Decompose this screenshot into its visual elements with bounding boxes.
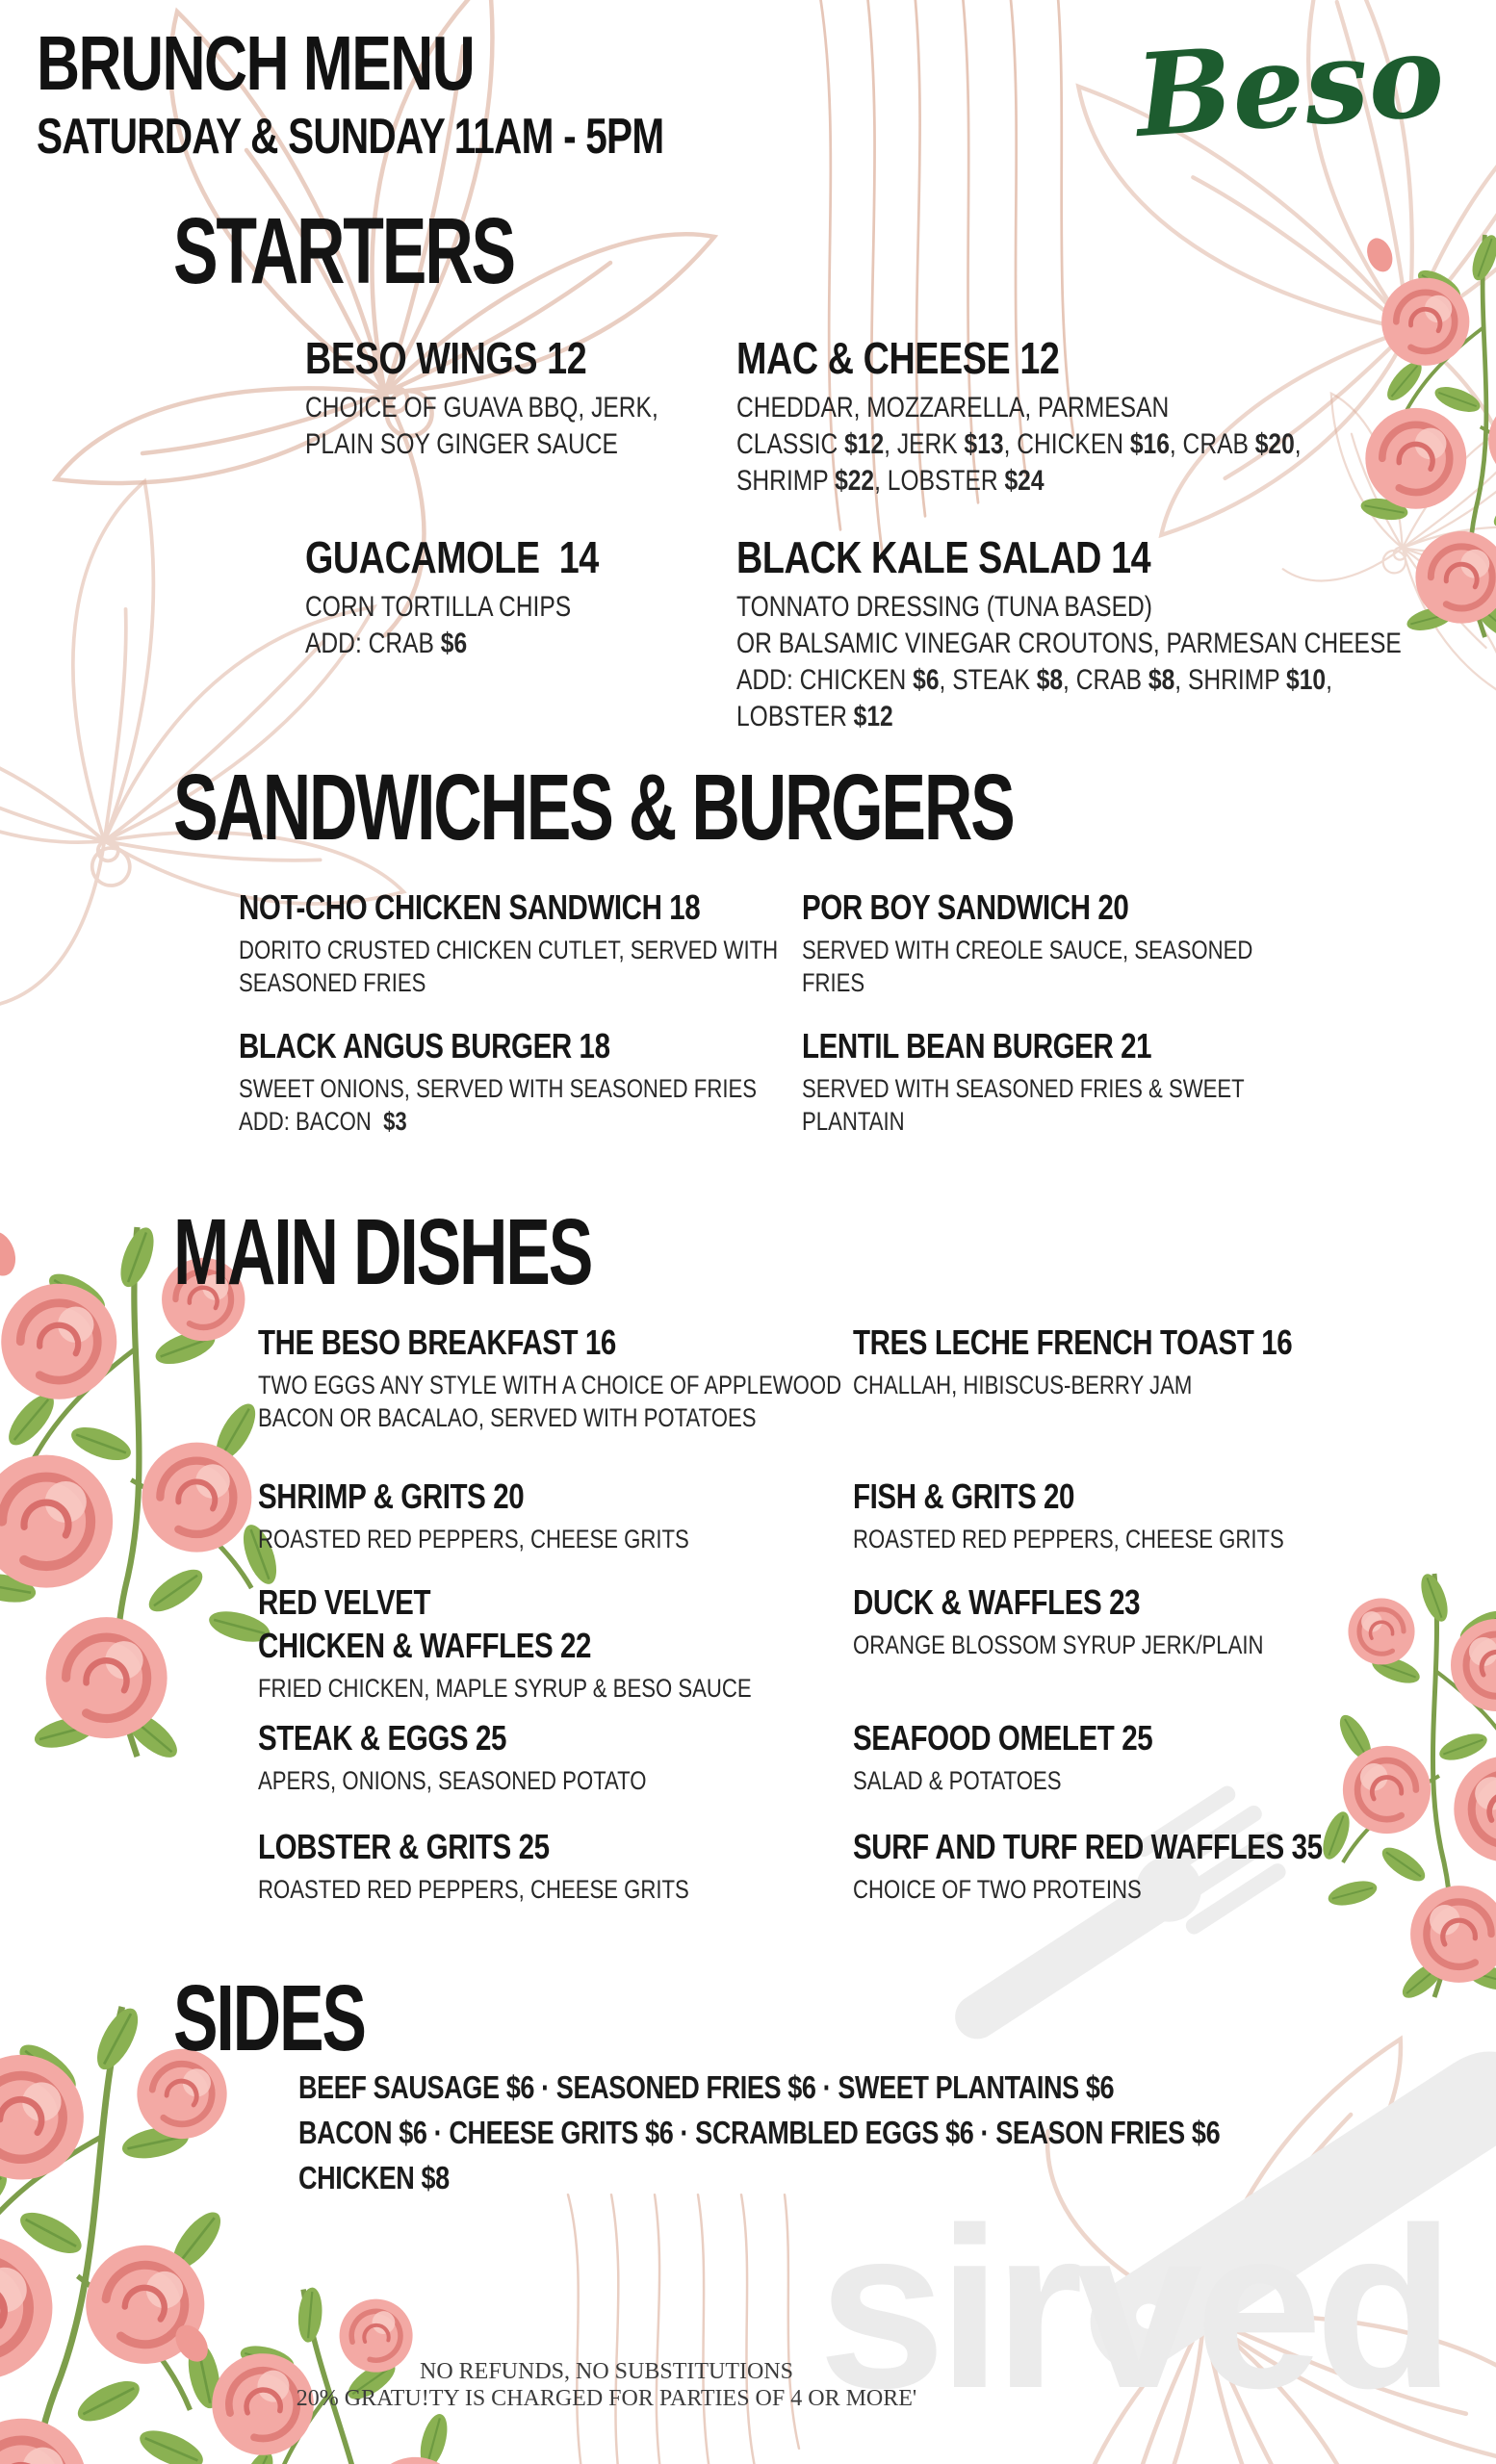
item-title: LENTIL BEAN BURGER 21 (802, 1026, 1152, 1065)
sides-line: CHICKEN $8 (298, 2160, 450, 2195)
item-title: SHRIMP & GRITS 20 (258, 1476, 525, 1516)
section-heading: SIDES (173, 1965, 365, 2070)
menu-item (853, 1321, 1388, 1401)
item-title: STEAK & EGGS 25 (258, 1718, 506, 1758)
item-title: BLACK ANGUS BURGER 18 (239, 1026, 610, 1065)
footer-note (289, 2358, 924, 2412)
item-title: DUCK & WAFFLES 23 (853, 1582, 1141, 1622)
menu-item (239, 1024, 870, 1138)
item-title: GUACAMOLE 14 (305, 532, 599, 582)
item-description: ROASTED RED PEPPERS, CHEESE GRITS (853, 1525, 1284, 1553)
item-title: THE BESO BREAKFAST 16 (258, 1322, 616, 1362)
item-description: CHEDDAR, MOZZARELLA, PARMESAN CLASSIC $12, JERK $13, CHICKEN $16, CRAB $20, SHRIMP $22, LOBSTER $24 (736, 392, 1302, 497)
item-description: TONNATO DRESSING (TUNA BASED) OR BALSAMIC VINEGAR CROUTONS, PARMESAN CHEESE ADD: CHICKEN $6, STEAK $8, CRAB $8, SHRIMP $10, LOBSTER $12 (736, 591, 1402, 732)
menu-item (305, 531, 663, 662)
item-description: SERVED WITH SEASONED FRIES & SWEET PLANTAIN (802, 1074, 1245, 1136)
menu-item (802, 1024, 1342, 1138)
sides-line: BEEF SAUSAGE $6 · SEASONED FRIES $6 · SWEET PLANTAINS $6 (298, 2069, 1115, 2105)
page-subtitle: SATURDAY & SUNDAY 11AM - 5PM (37, 109, 664, 165)
item-description: SALAD & POTATOES (853, 1766, 1062, 1795)
section-heading: STARTERS (173, 198, 514, 303)
menu-item (853, 1716, 1219, 1797)
menu-item (802, 886, 1352, 999)
item-description: FRIED CHICKEN, MAPLE SYRUP & BESO SAUCE (258, 1674, 752, 1703)
item-title: MAC & CHEESE 12 (736, 333, 1060, 383)
item-description: CHALLAH, HIBISCUS-BERRY JAM (853, 1371, 1193, 1399)
menu-item (258, 1825, 784, 1906)
menu-item (258, 1475, 784, 1555)
item-title: FISH & GRITS 20 (853, 1476, 1075, 1516)
item-title: BESO WINGS 12 (305, 333, 587, 383)
item-description: ROASTED RED PEPPERS, CHEESE GRITS (258, 1875, 689, 1904)
menu-item (853, 1475, 1379, 1555)
item-description: SWEET ONIONS, SERVED WITH SEASONED FRIES ADD: BACON $3 (239, 1074, 758, 1136)
footer-line-2: 20% GRATU!TY IS CHARGED FOR PARTIES OF 4 OR MORE' (296, 2386, 917, 2411)
item-title: NOT-CHO CHICKEN SANDWICH 18 (239, 887, 701, 927)
section-heading: MAIN DISHES (173, 1199, 592, 1304)
item-title: RED VELVET CHICKEN & WAFFLES 22 (258, 1582, 592, 1665)
item-description: SERVED WITH CREOLE SAUCE, SEASONED FRIES (802, 936, 1253, 997)
item-title: POR BOY SANDWICH 20 (802, 887, 1129, 927)
menu-item (239, 886, 896, 999)
menu-item (305, 332, 735, 463)
item-title: SURF AND TURF RED WAFFLES 35 (853, 1827, 1323, 1866)
menu-item (853, 1580, 1354, 1661)
item-description: CHOICE OF TWO PROTEINS (853, 1875, 1142, 1904)
item-description: ROASTED RED PEPPERS, CHEESE GRITS (258, 1525, 689, 1553)
footer-line-1: NO REFUNDS, NO SUBSTITUTIONS (419, 2359, 794, 2384)
item-description: CHOICE OF GUAVA BBQ, JERK, PLAIN SOY GINGER SAUCE (305, 392, 658, 460)
item-description: CORN TORTILLA CHIPS ADD: CRAB $6 (305, 591, 572, 659)
item-title: BLACK KALE SALAD 14 (736, 532, 1151, 582)
item-description: DORITO CRUSTED CHICKEN CUTLET, SERVED WITH SEASONED FRIES (239, 936, 779, 997)
menu-item (258, 1716, 732, 1797)
item-title: SEAFOOD OMELET 25 (853, 1718, 1153, 1758)
menu-item (853, 1825, 1426, 1906)
item-description: ORANGE BLOSSOM SYRUP JERK/PLAIN (853, 1630, 1264, 1659)
sides-line: BACON $6 · CHEESE GRITS $6 · SCRAMBLED EGGS $6 · SEASON FRIES $6 (298, 2115, 1221, 2150)
page-title: BRUNCH MENU (37, 20, 475, 106)
sirved-watermark: sirved (818, 2181, 1448, 2436)
section-heading: SANDWICHES & BURGERS (173, 755, 1014, 860)
item-title: LOBSTER & GRITS 25 (258, 1827, 550, 1866)
item-description: APERS, ONIONS, SEASONED POTATO (258, 1766, 647, 1795)
menu-item (736, 531, 1496, 735)
brand-logo: Beso (1131, 8, 1449, 163)
item-description: TWO EGGS ANY STYLE WITH A CHOICE OF APPLEWOOD BACON OR BACALAO, SERVED WITH POTATOES (258, 1371, 842, 1432)
menu-item (258, 1580, 860, 1705)
menu-item (736, 332, 1425, 500)
item-title: TRES LECHE FRENCH TOAST 16 (853, 1322, 1293, 1362)
